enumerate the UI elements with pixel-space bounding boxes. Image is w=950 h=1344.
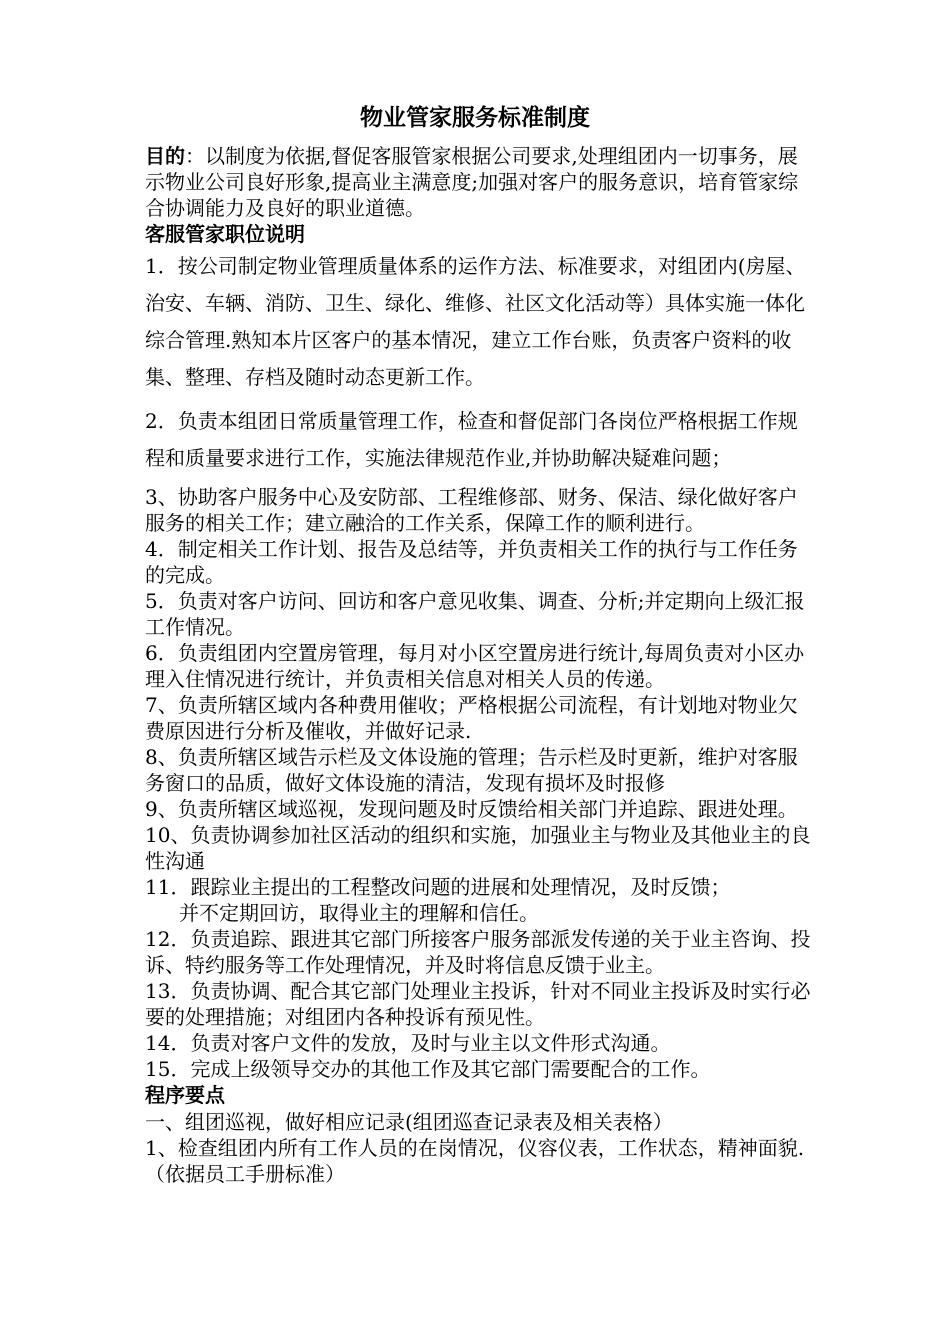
duty-item-7: 7、负责所辖区域内各种费用催收；严格根据公司流程，有计划地对物业欠费原因进行分析及催收，并做好记录. — [145, 693, 798, 743]
duty-item-1: 1．按公司制定物业管理质量体系的运作方法、标准要求，对组团内(房屋、治安、车辆、消防、卫生、绿化、维修、社区文化活动等）具体实施一体化综合管理.熟知本片区客户的基本情况，建立工作台账，负责客户资料的收集、整理、存档及随时动态更新工作。 — [145, 254, 806, 389]
duty-item-13: 13．负责协调、配合其它部门处理业主投诉，针对不同业主投诉及时实行必要的处理措施；对组团内各种投诉有预见性。 — [145, 979, 811, 1029]
duty-item-5: 5．负责对客户访问、回访和客户意见收集、调查、分析;并定期向上级汇报工作情况。 — [145, 589, 805, 639]
duty-item-3: 3、协助客户服务中心及安防部、工程维修部、财务、保洁、绿化做好客户服务的相关工作；建立融洽的工作关系，保障工作的顺利进行。 — [145, 485, 798, 535]
procedure-item-2: 1、检查组团内所有工作人员的在岗情况，仪容仪表，工作状态，精神面貌.（依据员工手册标准） — [145, 1136, 805, 1186]
duty-item-11: 11．跟踪业主提出的工程整改问题的进展和处理情况，及时反馈； — [145, 875, 731, 899]
section-heading-procedure: 程序要点 — [145, 1083, 225, 1107]
duty-item-15: 15．完成上级领导交办的其他工作及其它部门需要配合的工作。 — [145, 1057, 711, 1081]
duty-item-2: 2．负责本组团日常质量管理工作，检查和督促部门各岗位严格根据工作规程和质量要求进行工作，实施法律规范作业,并协助解决疑难问题； — [145, 409, 798, 470]
purpose-label: 目的 — [145, 144, 185, 168]
document-body — [145, 143, 813, 1187]
duty-item-12: 12．负责追踪、跟进其它部门所接客户服务部派发传递的关于业主咨询、投诉、特约服务等工作处理情况，并及时将信息反馈于业主。 — [145, 927, 811, 977]
duty-item-8: 8、负责所辖区域告示栏及文体设施的管理；告示栏及时更新，维护对客服务窗口的品质，做好文体设施的清洁，发现有损坏及时报修 — [145, 745, 798, 795]
purpose-paragraph — [145, 143, 813, 221]
procedure-item-1: 一、组团巡视，做好相应记录(组团巡查记录表及相关表格） — [145, 1110, 673, 1134]
duty-item-9: 9、负责所辖区域巡视，发现问题及时反馈给相关部门并追踪、跟进处理。 — [145, 797, 798, 821]
document-title: 物业管家服务标准制度 — [360, 105, 590, 131]
duty-item-14: 14．负责对客户文件的发放，及时与业主以文件形式沟通。 — [145, 1031, 671, 1055]
duty-item-6: 6．负责组团内空置房管理，每月对小区空置房进行统计,每周负责对小区办理入住情况进行统计，并负责相关信息对相关人员的传递。 — [145, 641, 805, 691]
duty-item-4: 4．制定相关工作计划、报告及总结等，并负责相关工作的执行与工作任务的完成。 — [145, 537, 798, 587]
section-heading-duties: 客服管家职位说明 — [145, 222, 305, 246]
duty-item-10: 10、负责协调参加社区活动的组织和实施，加强业主与物业及其他业主的良性沟通 — [145, 823, 811, 873]
duty-item-11-continued: 并不定期回访，取得业主的理解和信任。 — [179, 901, 539, 925]
purpose-text: ：以制度为依据,督促客服管家根据公司要求,处理组团内一切事务，展示物业公司良好形象,提高业主满意度;加强对客户的服务意识，培育管家综合协调能力及良好的职业道德。 — [145, 144, 799, 220]
